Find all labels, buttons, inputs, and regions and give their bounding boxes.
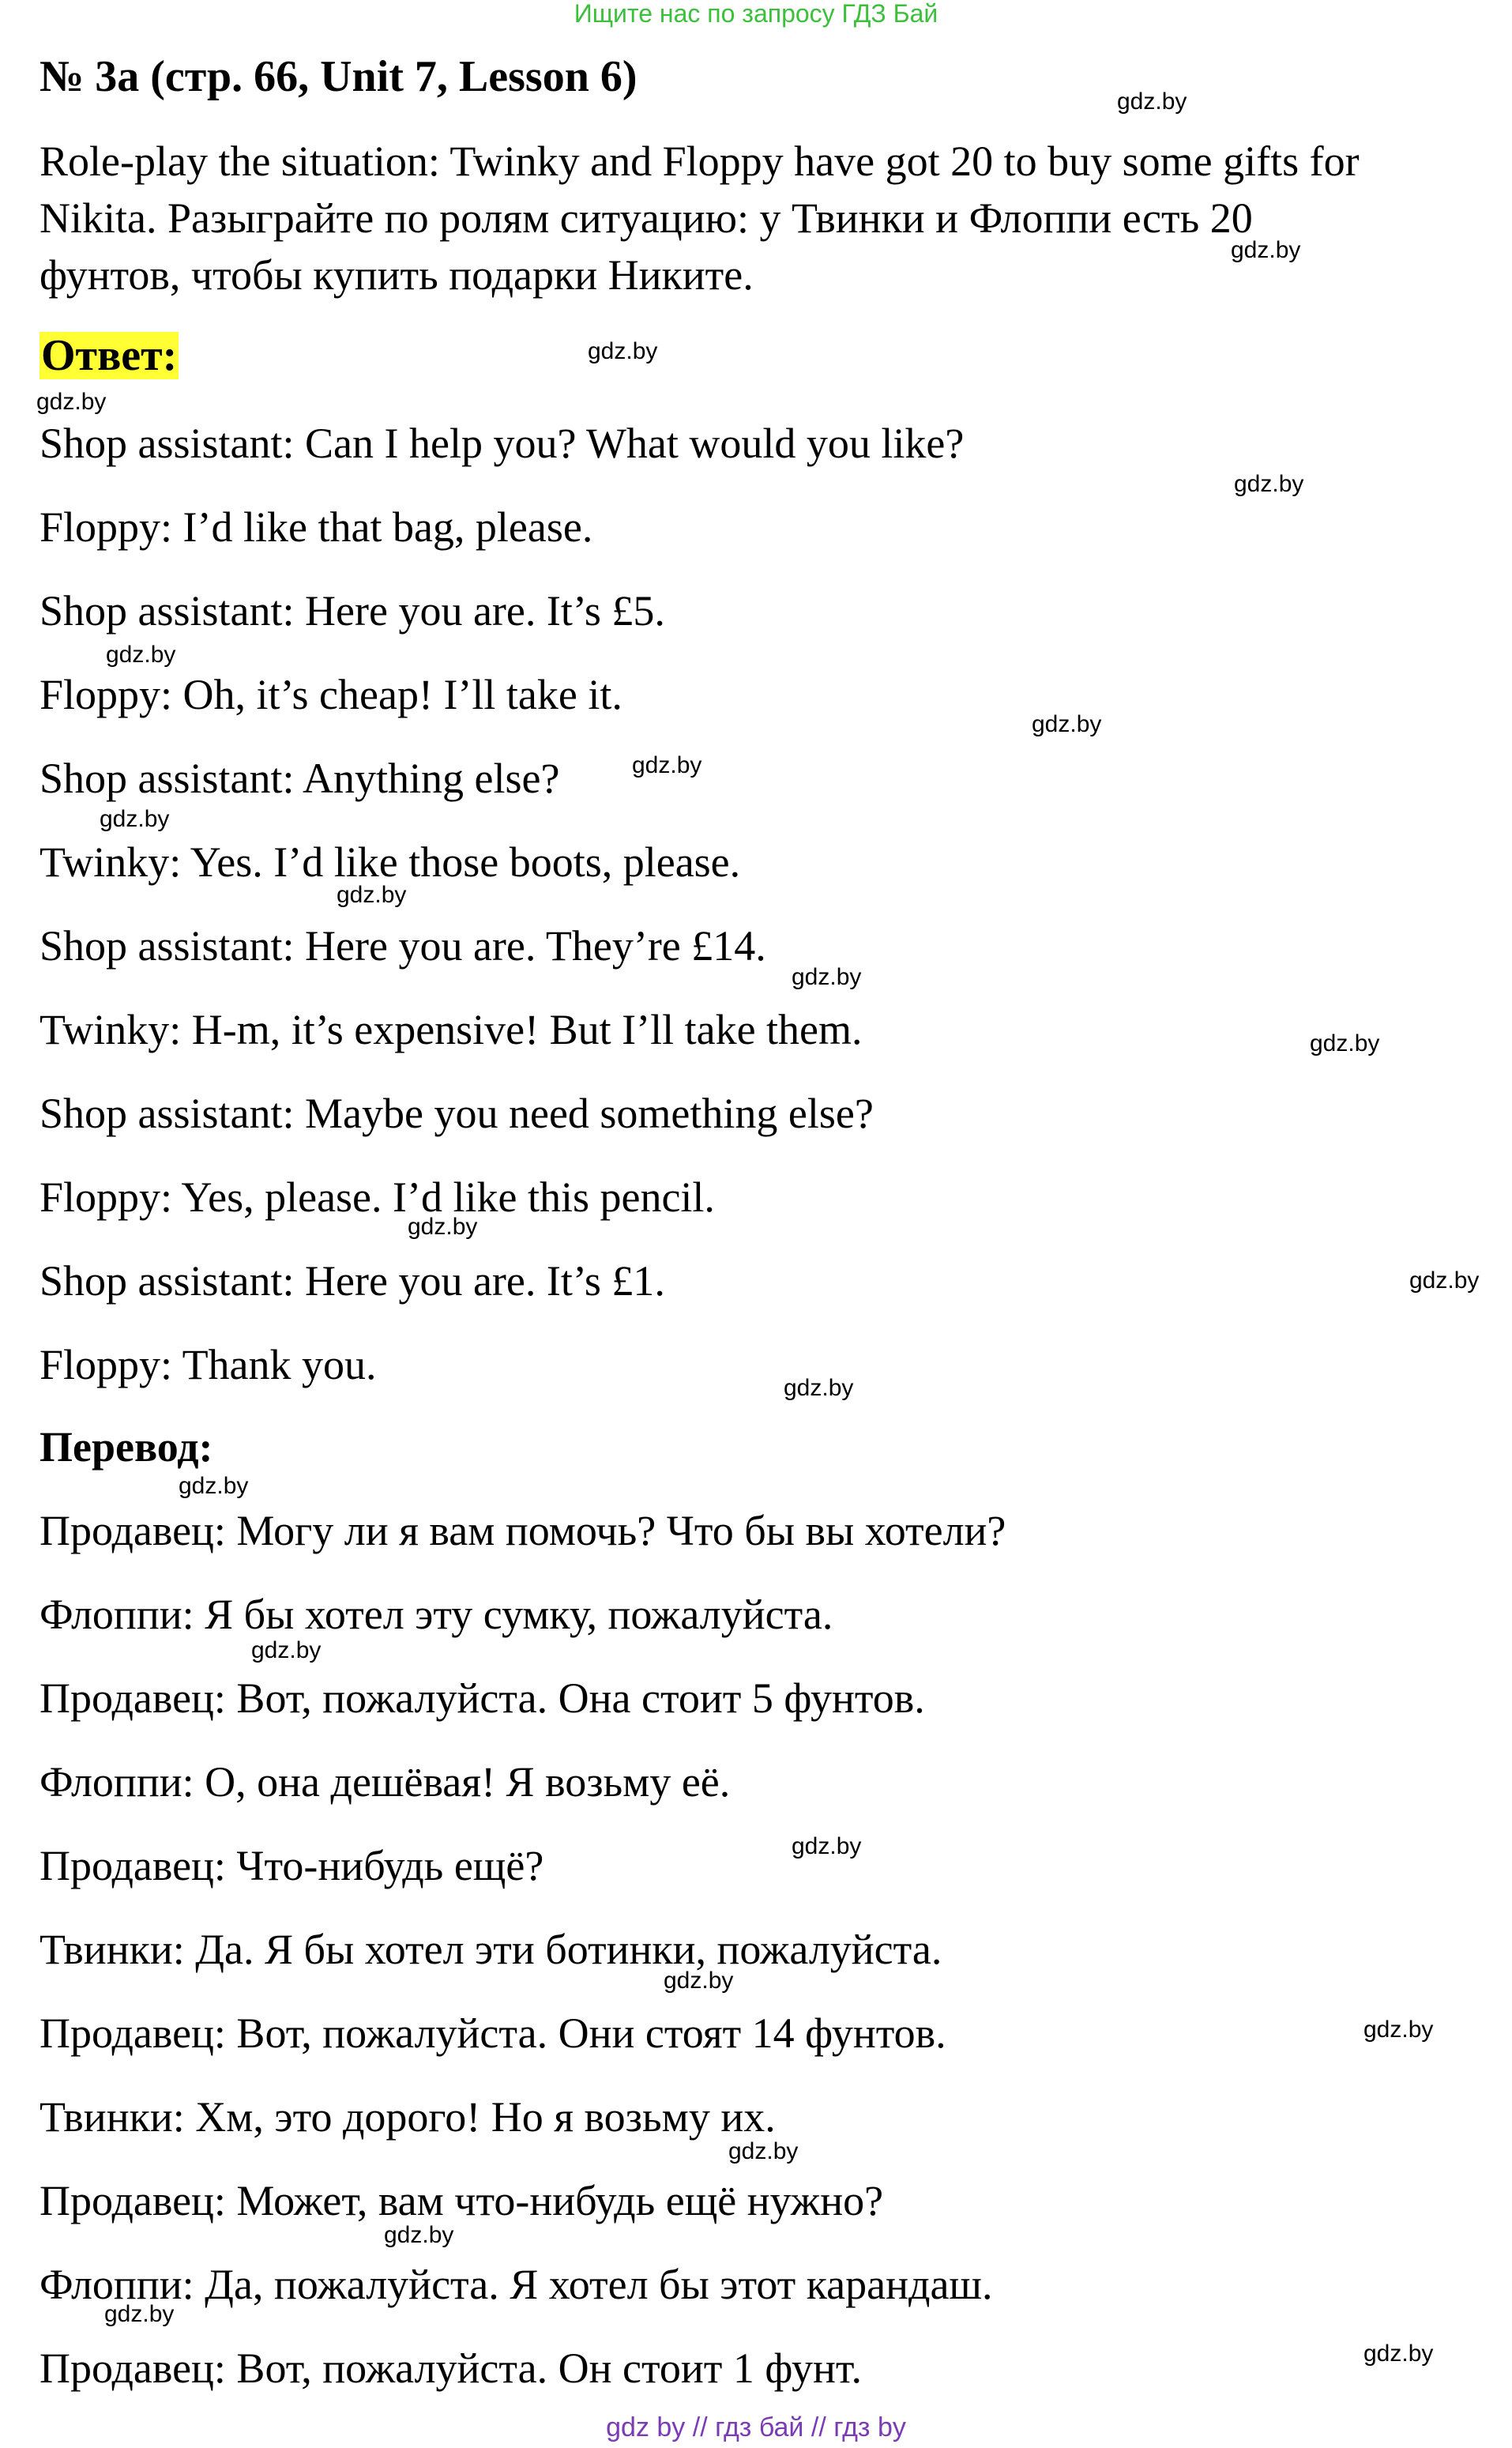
watermark: gdz.by [728, 2138, 799, 2164]
translation-line: Твинки: Да. Я бы хотел эти ботинки, пожалуйста. [39, 1926, 942, 1973]
watermark: gdz.by [1363, 2017, 1434, 2043]
watermark: gdz.by [100, 806, 170, 832]
watermark: gdz.by [1117, 89, 1187, 115]
watermark: gdz.by [1363, 2341, 1434, 2367]
dialogue-line: Floppy: I’d like that bag, please. [39, 503, 593, 551]
translation-line: Продавец: Вот, пожалуйста. Он стоит 1 фунт. [39, 2344, 862, 2392]
translation-label: Перевод: [39, 1423, 213, 1471]
watermark: gdz.by [36, 389, 107, 415]
translation-line: Флоппи: Я бы хотел эту сумку, пожалуйста. [39, 1591, 833, 1638]
task-description [39, 133, 1493, 303]
task-line: Role-play the situation: Twinky and Floppy have got 20 to buy some gifts for [39, 137, 1360, 185]
dialogue-line: Floppy: Thank you. [39, 1341, 377, 1388]
footer-links[interactable]: gdz by // гдз бай // гдз by [606, 2412, 906, 2442]
search-banner[interactable]: Ищите нас по запросу ГДЗ Бай [574, 0, 938, 28]
watermark: gdz.by [384, 2222, 454, 2248]
translation-line: Твинки: Хм, это дорого! Но я возьму их. [39, 2093, 776, 2141]
translation-line: Флоппи: Да, пожалуйста. Я хотел бы этот карандаш. [39, 2261, 993, 2308]
watermark: gdz.by [1234, 471, 1304, 497]
watermark: gdz.by [1032, 711, 1102, 737]
translation-line: Продавец: Могу ли я вам помочь? Что бы вы хотели? [39, 1507, 1006, 1554]
watermark: gdz.by [792, 1833, 862, 1859]
translation-line: Продавец: Вот, пожалуйста. Они стоят 14 фунтов. [39, 2009, 946, 2057]
task-line: Nikita. Разыграйте по ролям ситуацию: у Твинки и Флоппи есть 20 [39, 194, 1253, 242]
watermark: gdz.by [784, 1375, 854, 1401]
dialogue-line: Shop assistant: Can I help you? What would you like? [39, 420, 965, 467]
watermark: gdz.by [792, 964, 862, 990]
dialogue-line: Shop assistant: Here you are. They’re £14. [39, 922, 766, 970]
watermark: gdz.by [1310, 1030, 1380, 1056]
dialogue-line: Shop assistant: Maybe you need something else? [39, 1090, 874, 1137]
watermark: gdz.by [104, 2301, 175, 2327]
watermark: gdz.by [664, 1968, 734, 1994]
watermark: gdz.by [179, 1473, 249, 1499]
watermark: gdz.by [251, 1637, 322, 1663]
exercise-title: № 3а (стр. 66, Unit 7, Lesson 6) [39, 52, 638, 101]
watermark: gdz.by [106, 642, 176, 668]
watermark: gdz.by [588, 338, 658, 364]
dialogue-line: Twinky: Yes. I’d like those boots, please. [39, 838, 741, 886]
watermark: gdz.by [632, 752, 702, 778]
translation-line: Продавец: Может, вам что-нибудь ещё нужно? [39, 2177, 884, 2224]
dialogue-line: Twinky: H-m, it’s expensive! But I’ll take them. [39, 1006, 863, 1053]
dialogue-line: Shop assistant: Anything else? [39, 755, 560, 802]
translation-line: Продавец: Что-нибудь ещё? [39, 1842, 544, 1889]
translation-line: Флоппи: О, она дешёвая! Я возьму её. [39, 1758, 731, 1806]
translation-line: Продавец: Вот, пожалуйста. Она стоит 5 фунтов. [39, 1674, 925, 1722]
watermark: gdz.by [408, 1214, 478, 1240]
watermark: gdz.by [1231, 237, 1301, 263]
dialogue-line: Shop assistant: Here you are. It’s £5. [39, 587, 665, 635]
watermark: gdz.by [1409, 1267, 1480, 1294]
task-line: фунтов, чтобы купить подарки Никите. [39, 251, 754, 299]
dialogue-line: Floppy: Oh, it’s cheap! I’ll take it. [39, 671, 622, 718]
watermark: gdz.by [337, 882, 407, 908]
answer-label: Ответ: [41, 331, 178, 380]
dialogue-line: Floppy: Yes, please. I’d like this pencil. [39, 1173, 715, 1221]
dialogue-line: Shop assistant: Here you are. It’s £1. [39, 1257, 665, 1305]
